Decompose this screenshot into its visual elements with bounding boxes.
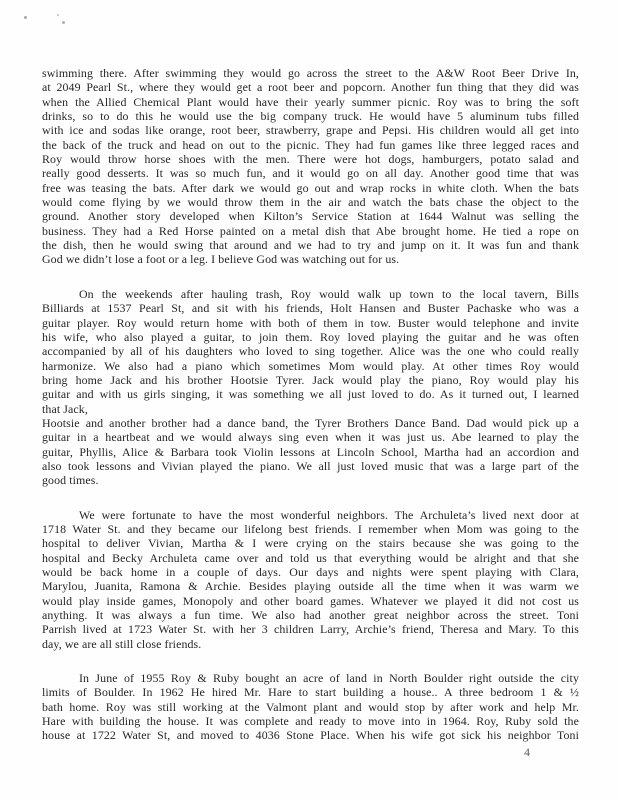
text-line: the dish, then he would swing that around and we had to try and jump on it. It was fun and thank <box>42 238 579 253</box>
text-line: swimming there. After swimming they would go across the street to the A&W Root Beer Drive In, <box>42 66 579 80</box>
text-line: ground. Another story developed when Kilton’s Service Station at 1644 Walnut was selling the <box>42 209 579 224</box>
text-line: harmonize. We also had a piano which sometimes Mom would play. At other times Roy would <box>42 358 579 373</box>
text-line: We were fortunate to have the most wonderful neighbors. The Archuleta’s lived next door at <box>79 507 579 522</box>
text-line: at 2049 Pearl St., where they would get a root beer and popcorn. Another fun thing that they did was <box>42 80 579 95</box>
text-line: Parrish lived at 1723 Water St. with her 3 children Larry, Archie’s friend, Theresa and Mary. To this <box>42 622 579 637</box>
text-line: Hootsie and another brother had a dance band, the Tyrer Brothers Dance Band. Dad would pick up a <box>42 415 579 430</box>
page-number: 4 <box>524 745 530 759</box>
text-line: really good desserts. It was so much fun, and it would go on all day. Another good time that was <box>42 166 579 181</box>
text-line: his wife, who also played a guitar, to join them. Roy loved playing the guitar and he was often <box>42 329 579 344</box>
text-line: bring home Jack and his brother Hootsie Tyrer. Jack would play the piano, Roy would play his <box>42 372 579 387</box>
text-line: In June of 1955 Roy & Ruby bought an acre of land in North Boulder right outside the city <box>79 671 579 686</box>
text-line: the back of the truck and head on out to the picnic. They had fun games like three legged races and <box>42 137 579 152</box>
text-line: that Jack, <box>42 401 88 416</box>
text-line: guitar player. Roy would return home with both of them in tow. Buster would telephone and invite <box>42 315 579 330</box>
scan-speck <box>24 16 27 19</box>
text-line: limits of Boulder. In 1962 He hired Mr. Hare to start building a house.. A three bedroom 1 & ½ <box>42 685 579 700</box>
text-line: hospital to deliver Vivian, Martha & I were crying on the stairs because she was going to the <box>42 536 579 551</box>
text-line: would come flying by we would throw them in the air and watch the bats chase the object to the <box>42 195 579 210</box>
text-line: anything. It was always a fun time. We also had another great neighbor across the street. Toni <box>42 608 579 623</box>
text-line: hospital and Becky Archuleta came over and told us that everything would be alright and that she <box>42 550 579 565</box>
paragraph <box>42 287 579 488</box>
scan-speck <box>62 21 65 24</box>
paragraph <box>42 671 579 743</box>
text-line: drinks, so to do this he would use the big company truck. He would have 5 aluminum tubs filled <box>42 109 579 124</box>
text-line: would play inside games, Monopoly and other board games. Whatever we played it did not cost us <box>42 593 579 608</box>
text-line: Hare with building the house. It was complete and ready to move into in 1964. Roy, Ruby sold the <box>42 714 579 729</box>
text-line: guitar and with us girls singing, it was something we all just loved to do. As it turned out, I learned <box>42 387 579 402</box>
paragraph <box>42 66 579 267</box>
text-line: business. They had a Red Horse painted on a metal dish that Abe brought home. He tied a rope on <box>42 223 579 238</box>
text-line: when the Allied Chemical Plant would have their yearly summer picnic. Roy was to bring the soft <box>42 94 579 109</box>
text-line: 1718 Water St. and they became our lifelong best friends. I remember when Mom was going to the <box>42 521 579 536</box>
text-block <box>42 66 579 763</box>
scan-speck <box>57 14 59 16</box>
text-line: free was teasing the bats. After dark we would go out and wrap rocks in white cloth. When the bats <box>42 180 579 195</box>
text-line: God we didn’t lose a foot or a leg. I believe God was watching out for us. <box>42 252 400 267</box>
text-line: good times. <box>42 473 99 488</box>
text-line: Roy would throw horse shoes with the men. There were hot dogs, hamburgers, potato salad and <box>42 152 579 167</box>
text-line: day, we are all still close friends. <box>42 636 202 651</box>
text-line: guitar in a heartbeat and we would always sing even when it was just us. Abe learned to play the <box>42 430 579 445</box>
text-line: Marylou, Juanita, Ramona & Archie. Besides playing outside all the time when it was warm we <box>42 579 579 594</box>
text-line: Billiards at 1537 Pearl St, and sit with his friends, Holt Hansen and Buster Pachaske who was a <box>42 301 579 316</box>
text-line: On the weekends after hauling trash, Roy would walk up town to the local tavern, Bills <box>79 286 579 301</box>
text-line: bath home. Roy was still working at the Valmont plant and would stop by after work and help Mr. <box>42 699 579 714</box>
text-line: with ice and sodas like orange, root beer, strawberry, grape and Pepsi. His children would all get into <box>42 123 579 138</box>
text-line: accompanied by all of his daughters who loved to sing together. Alice was the one who could really <box>42 344 579 359</box>
text-line: house at 1722 Water St, and moved to 4036 Stone Place. When his wife got sick his neighbor Toni <box>42 728 579 743</box>
text-line: would be back home in a couple of days. Our days and nights were spent playing with Clara, <box>42 565 579 579</box>
text-line: also took lessons and Vivian played the piano. We all just loved music that was a large part of the <box>42 458 579 473</box>
text-line: guitar, Phyllis, Alice & Barbara took Violin lessons at Lincoln School, Martha had an accordion and <box>42 444 579 459</box>
paragraph <box>42 508 579 651</box>
